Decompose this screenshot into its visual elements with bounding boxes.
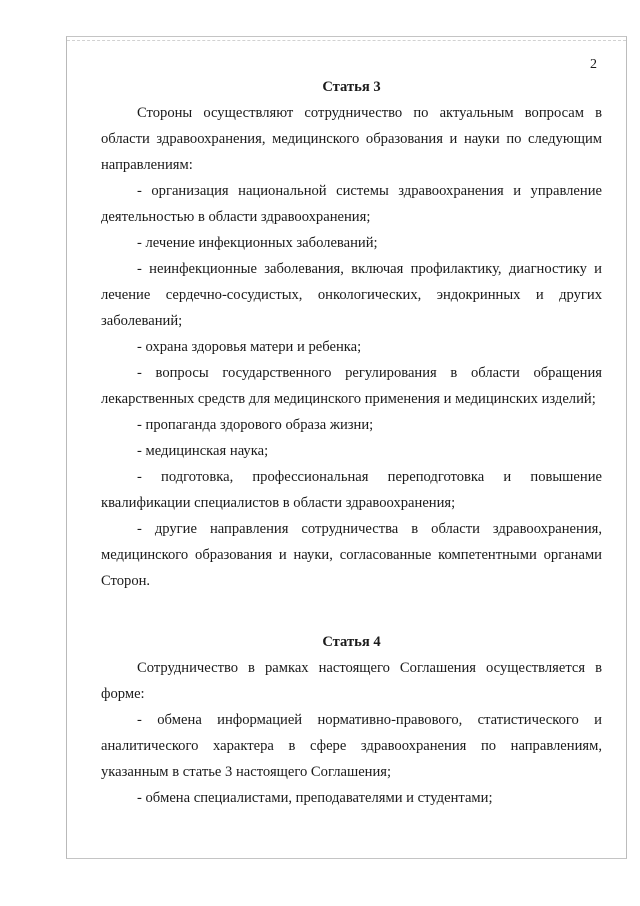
article-3-item: - организация национальной системы здравоохранения и управление деятельностью в области здравоохранения; (101, 183, 602, 225)
document-body (101, 74, 602, 811)
article-3-item: - другие направления сотрудничества в области здравоохранения, медицинского образования и науки, согласованные компетентными органами Сторон. (101, 521, 602, 589)
page-number: 2 (590, 57, 597, 72)
article-4-item: - обмена информацией нормативно-правового, статистического и аналитического характера в сфере здравоохранения по направлениям, указанным в статье 3 настоящего Соглашения; (101, 712, 602, 780)
article-3-title: Статья 3 (322, 79, 381, 95)
article-3-item: - неинфекционные заболевания, включая профилактику, диагностику и лечение сердечно-сосудистых, онкологических, эндокринных и других заболеваний; (101, 261, 602, 329)
article-3-item: - охрана здоровья матери и ребенка; (137, 339, 362, 355)
article-3-intro: Стороны осуществляют сотрудничество по актуальным вопросам в области здравоохранения, медицинского образования и науки по следующим направлениям: (101, 105, 602, 173)
article-3-item: - подготовка, профессиональная переподготовка и повышение квалификации специалистов в области здравоохранения; (101, 469, 602, 511)
article-3-item: - вопросы государственного регулирования в области обращения лекарственных средств для медицинского применения и медицинских изделий; (101, 365, 602, 407)
article-4-title: Статья 4 (322, 634, 381, 650)
article-4-intro: Сотрудничество в рамках настоящего Соглашения осуществляется в форме: (101, 660, 602, 702)
section-spacer (101, 594, 602, 629)
article-3-item: - пропаганда здорового образа жизни; (137, 417, 374, 433)
article-4-item: - обмена специалистами, преподавателями и студентами; (137, 790, 493, 806)
article-3-item: - лечение инфекционных заболеваний; (137, 235, 378, 251)
article-3-item: - медицинская наука; (137, 443, 269, 459)
